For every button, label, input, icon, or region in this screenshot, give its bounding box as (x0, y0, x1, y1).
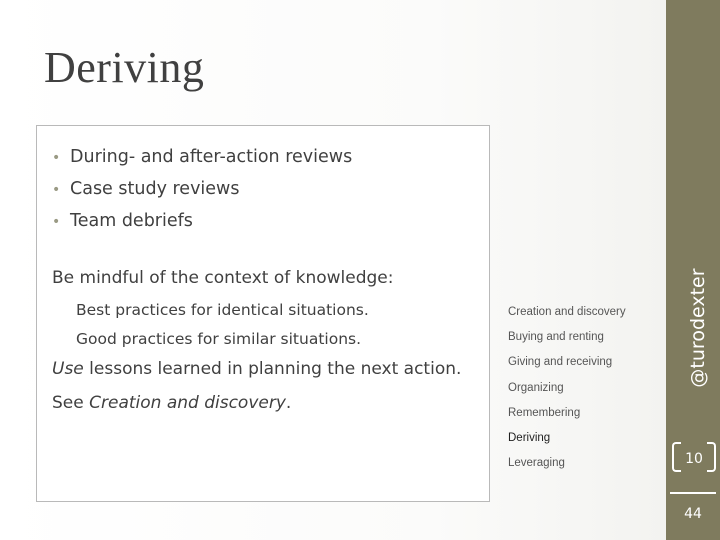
section-nav (508, 305, 626, 481)
bullet-dot-icon: • (52, 182, 61, 198)
nav-item-creation[interactable]: Creation and discovery (508, 306, 626, 318)
practice-line-best: Best practices for identical situations. (76, 301, 369, 319)
nav-item-giving[interactable]: Giving and receiving (508, 356, 613, 369)
see-line: See Creation and discovery. (52, 393, 292, 413)
bullet-list (52, 142, 352, 238)
slide-title: Deriving (44, 43, 205, 92)
nav-item-buying[interactable]: Buying and renting (508, 331, 604, 344)
nav-item-organizing[interactable]: Organizing (508, 381, 564, 394)
bullet-item: • Case study reviews (52, 174, 352, 206)
use-line: Use lessons learned in planning the next action. (52, 359, 462, 379)
mindful-text: Be mindful of the context of knowledge: (52, 268, 394, 288)
twitter-handle: @turodexter (687, 268, 709, 388)
use-emphasis: Use (52, 359, 84, 379)
practice-line-good: Good practices for similar situations. (76, 330, 362, 348)
bullet-dot-icon: • (52, 150, 61, 166)
nav-item-deriving[interactable]: Deriving (508, 431, 551, 444)
bullet-item: • Team debriefs (52, 206, 352, 238)
bullet-dot-icon: • (52, 214, 61, 230)
divider (670, 492, 716, 494)
nav-item-leveraging[interactable]: Leveraging (508, 457, 565, 470)
bullet-item: • During- and after-action reviews (52, 142, 352, 174)
page-number: 44 (684, 506, 702, 522)
see-link[interactable]: Creation and discovery (89, 393, 286, 413)
nav-item-remembering[interactable]: Remembering (508, 406, 581, 419)
section-badge: 10 (685, 451, 703, 467)
